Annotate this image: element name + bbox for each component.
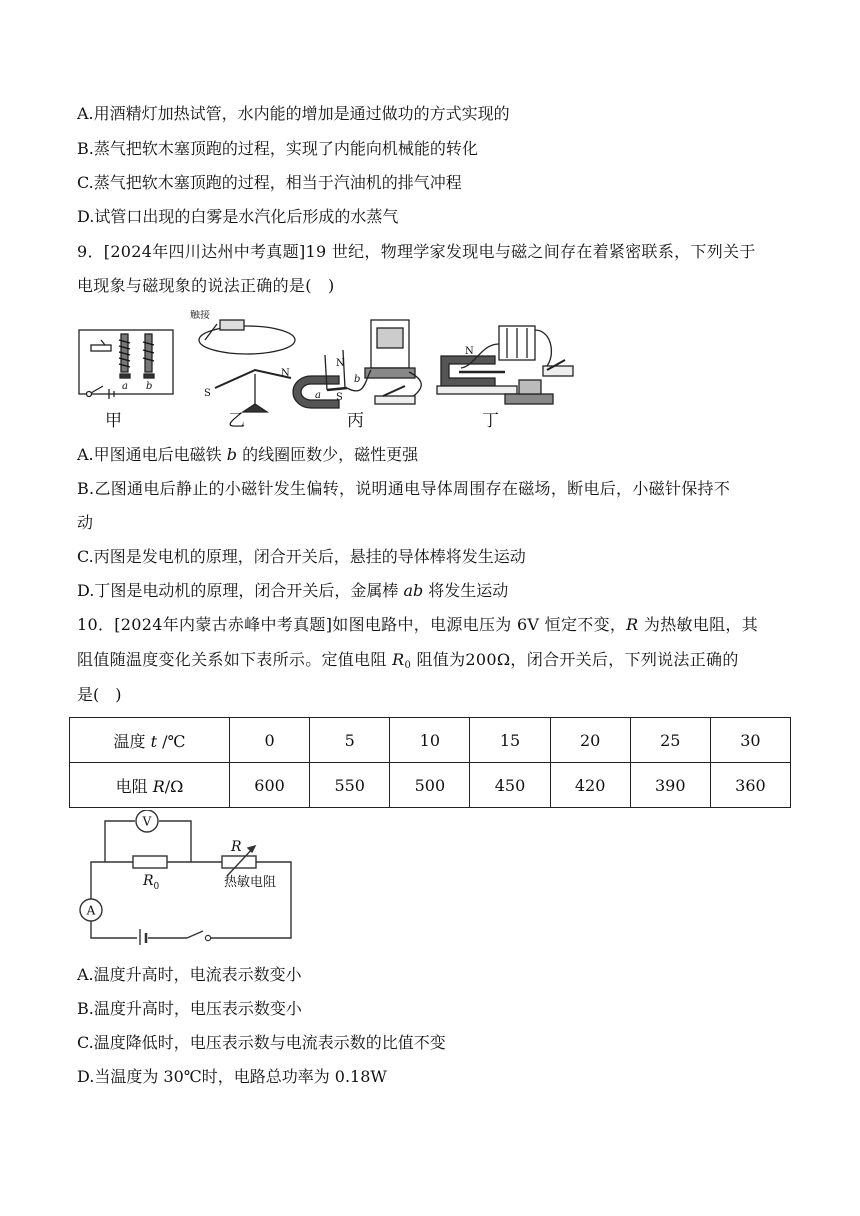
table-header-temperature: 温度 t /℃ bbox=[70, 718, 230, 763]
thermistor-caption: 热敏电阻 bbox=[224, 875, 277, 890]
q10-option-d: D.当温度为 30℃时，电路总功率为 0.18W bbox=[77, 1067, 387, 1086]
q8-option-c: C.蒸气把软木塞顶跑的过程，相当于汽油机的排气冲程 bbox=[77, 173, 462, 192]
q9-stem-line1: 9．[2024年四川达州中考真题]19 世纪，物理学家发现电与磁之间存在着紧密联系，下列关于 bbox=[77, 242, 756, 261]
fig-chujie-label: 触接 bbox=[190, 310, 210, 321]
table-header-resistance: 电阻 R/Ω bbox=[70, 763, 230, 808]
fig-label-jia: 甲 bbox=[105, 411, 122, 431]
table-cell: 550 bbox=[310, 763, 390, 808]
r0-label: $R_0$ bbox=[143, 873, 160, 892]
q10-option-b: B.温度升高时，电压表示数变小 bbox=[77, 999, 302, 1018]
thermistor-table bbox=[69, 717, 791, 808]
q9-option-c: C.丙图是发电机的原理，闭合开关后，悬挂的导体棒将发生运动 bbox=[77, 547, 526, 566]
table-cell: 30 bbox=[710, 718, 790, 763]
table-cell: 500 bbox=[390, 763, 470, 808]
fig-yi-oersted bbox=[199, 320, 295, 412]
table-row-resistance bbox=[70, 763, 791, 808]
fig-label-bing: 丙 bbox=[347, 411, 364, 431]
table-cell: 25 bbox=[630, 718, 710, 763]
fig-bing-s-label: S bbox=[336, 392, 343, 403]
table-cell: 600 bbox=[230, 763, 310, 808]
q10-circuit-diagram bbox=[75, 810, 300, 945]
table-cell: 390 bbox=[630, 763, 710, 808]
fig-bing-a-label: a bbox=[315, 390, 321, 401]
thermistor-r-label: R bbox=[231, 839, 242, 855]
q8-option-a: A.用酒精灯加热试管，水内能的增加是通过做功的方式实现的 bbox=[77, 104, 510, 123]
q10-option-c: C.温度降低时，电压表示数与电流表示数的比值不变 bbox=[77, 1033, 446, 1052]
q10-stem-line3: 是( ) bbox=[77, 685, 122, 704]
table-cell: 5 bbox=[310, 718, 390, 763]
q10-stem-line1: 10．[2024年内蒙古赤峰中考真题]如图电路中，电源电压为 6V 恒定不变，R 为热敏电阻，其 bbox=[77, 615, 759, 634]
q9-option-b-line1: B.乙图通电后静止的小磁针发生偏转，说明通电导体周围存在磁场，断电后，小磁针保持不 bbox=[77, 479, 731, 498]
fig-yi-s-label: S bbox=[204, 388, 211, 399]
q9-stem-line2: 电现象与磁现象的说法正确的是( ) bbox=[77, 276, 335, 295]
table-cell: 450 bbox=[470, 763, 550, 808]
q8-option-b: B.蒸气把软木塞顶跑的过程，实现了内能向机械能的转化 bbox=[77, 139, 478, 158]
q9-option-d: D.丁图是电动机的原理，闭合开关后，金属棒 ab 将发生运动 bbox=[77, 581, 509, 600]
fig-jia-a-label: a bbox=[122, 381, 128, 392]
table-cell: 420 bbox=[550, 763, 630, 808]
table-row-temperature bbox=[70, 718, 791, 763]
fig-jia-b-label: b bbox=[146, 381, 153, 392]
table-cell: 20 bbox=[550, 718, 630, 763]
fig-ding-n-label: N bbox=[465, 346, 474, 357]
switch-contact-icon bbox=[205, 935, 210, 940]
fig-yi-n-label: N bbox=[281, 368, 290, 379]
q9-figures bbox=[65, 310, 585, 432]
table-cell: 360 bbox=[710, 763, 790, 808]
fig-label-yi: 乙 bbox=[228, 411, 245, 431]
fig-bing-b-label: b bbox=[354, 374, 361, 385]
table-cell: 15 bbox=[470, 718, 550, 763]
fig-bing-n-label: N bbox=[336, 358, 345, 369]
ammeter-label: A bbox=[86, 903, 96, 918]
q9-option-b-line2: 动 bbox=[77, 513, 94, 532]
fig-label-ding: 丁 bbox=[482, 411, 499, 431]
fig-ding-motor bbox=[437, 326, 573, 404]
q10-option-a: A.温度升高时，电流表示数变小 bbox=[77, 965, 302, 984]
table-cell: 10 bbox=[390, 718, 470, 763]
table-cell: 0 bbox=[230, 718, 310, 763]
q8-option-d: D.试管口出现的白雾是水汽化后形成的水蒸气 bbox=[77, 207, 399, 226]
q9-option-a: A.甲图通电后电磁铁 b 的线圈匝数少，磁性更强 bbox=[77, 445, 419, 464]
q10-stem-line2: 阻值随温度变化关系如下表所示。定值电阻 $R_0$ 阻值为200Ω，闭合开关后，下列说法正确的 bbox=[77, 650, 739, 671]
fig-bing-magnet-galvanometer bbox=[293, 320, 421, 408]
voltmeter-label: V bbox=[142, 814, 152, 829]
